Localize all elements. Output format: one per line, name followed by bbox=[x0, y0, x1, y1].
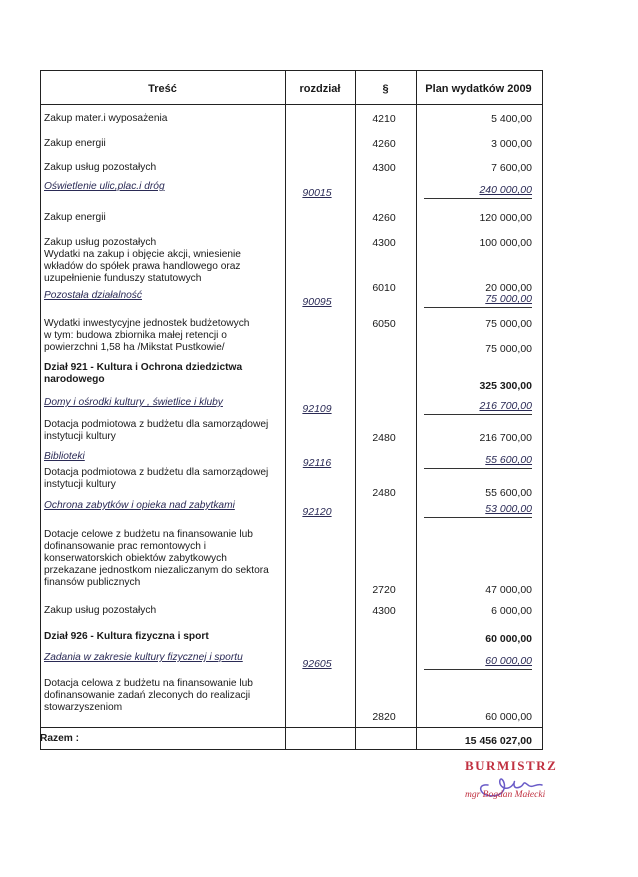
header-divider bbox=[40, 104, 542, 105]
row-description: Dotacje celowe z budżetu na finansowanie lub bbox=[44, 529, 253, 540]
row-paragraf: 2480 bbox=[372, 487, 396, 499]
row-description: Pozostała działalność bbox=[44, 290, 142, 301]
row-description: Zadania w zakresie kultury fizycznej i sportu bbox=[44, 652, 243, 663]
row-description: finansów publicznych bbox=[44, 577, 141, 588]
row-plan: 60 000,00 bbox=[485, 711, 532, 723]
row-plan: 216 700,00 bbox=[479, 400, 532, 412]
row-description: Oświetlenie ulic,plac.i dróg bbox=[44, 181, 165, 192]
stamp-name: mgr Bogdan Małecki bbox=[465, 790, 546, 800]
row-rozdzial: 92605 bbox=[302, 658, 332, 670]
row-paragraf: 2820 bbox=[372, 711, 396, 723]
row-description: wkładów do spółek prawa handlowego oraz bbox=[44, 261, 241, 272]
row-plan: 216 700,00 bbox=[479, 432, 532, 444]
row-description: uzupełnienie funduszy statutowych bbox=[44, 273, 202, 284]
stamp-title: BURMISTRZ bbox=[465, 758, 558, 773]
row-description: Zakup usług pozostałych bbox=[44, 237, 157, 248]
row-description: narodowego bbox=[44, 374, 105, 385]
row-description: Zakup energii bbox=[44, 212, 106, 223]
total-value: 15 456 027,00 bbox=[464, 735, 532, 747]
row-plan: 6 000,00 bbox=[491, 605, 532, 617]
row-description: instytucji kultury bbox=[44, 479, 116, 490]
row-plan: 47 000,00 bbox=[485, 584, 532, 596]
row-plan: 53 000,00 bbox=[485, 503, 532, 515]
row-description: Biblioteki bbox=[44, 451, 85, 462]
subtotal-underline bbox=[424, 517, 532, 518]
row-rozdzial: 90015 bbox=[302, 187, 332, 199]
row-plan: 60 000,00 bbox=[485, 655, 532, 667]
row-plan: 55 600,00 bbox=[485, 454, 532, 466]
subtotal-underline bbox=[424, 414, 532, 415]
row-plan: 7 600,00 bbox=[491, 162, 532, 174]
row-plan: 60 000,00 bbox=[485, 633, 532, 645]
row-description: Zakup energii bbox=[44, 138, 106, 149]
row-paragraf: 4210 bbox=[372, 113, 396, 125]
row-paragraf: 4260 bbox=[372, 138, 396, 150]
subtotal-underline bbox=[424, 669, 532, 670]
row-description: Dotacja podmiotowa z budżetu dla samorządowej bbox=[44, 419, 269, 430]
row-plan: 325 300,00 bbox=[479, 380, 532, 392]
row-description: instytucji kultury bbox=[44, 431, 116, 442]
row-plan: 3 000,00 bbox=[491, 138, 532, 150]
row-description: w tym: budowa zbiornika małej retencji o bbox=[44, 330, 227, 341]
row-paragraf: 6050 bbox=[372, 318, 396, 330]
row-description: Zakup usług pozostałych bbox=[44, 162, 157, 173]
row-plan: 5 400,00 bbox=[491, 113, 532, 125]
header-plan: Plan wydatków 2009 bbox=[425, 83, 532, 95]
row-description: konserwatorskich obiektów zabytkowych bbox=[44, 553, 227, 564]
subtotal-underline bbox=[424, 198, 532, 199]
row-description: Domy i ośrodki kultury , świetlice i kluby bbox=[44, 397, 223, 408]
row-plan: 120 000,00 bbox=[479, 212, 532, 224]
header-rozdzial: rozdział bbox=[299, 83, 341, 95]
row-description: Dział 921 - Kultura i Ochrona dziedzictwa bbox=[44, 362, 243, 373]
row-plan: 240 000,00 bbox=[479, 184, 532, 196]
row-description: Dotacja celowa z budżetu na finansowanie lub bbox=[44, 678, 253, 689]
row-description: Dotacja podmiotowa z budżetu dla samorządowej bbox=[44, 467, 269, 478]
row-description: dofinansowanie prac remontowych i bbox=[44, 541, 206, 552]
row-plan: 75 000,00 bbox=[485, 318, 532, 330]
row-description: Wydatki na zakup i objęcie akcji, wniesienie bbox=[44, 249, 241, 260]
row-description: Zakup mater.i wyposażenia bbox=[44, 113, 168, 124]
row-paragraf: 4300 bbox=[372, 605, 396, 617]
row-rozdzial: 90095 bbox=[302, 296, 332, 308]
header-paragraf: § bbox=[382, 83, 389, 95]
row-rozdzial: 92116 bbox=[302, 457, 332, 469]
row-rozdzial: 92109 bbox=[302, 403, 332, 415]
total-divider bbox=[40, 727, 542, 728]
row-description: Dział 926 - Kultura fizyczna i sport bbox=[44, 631, 209, 642]
row-paragraf: 2720 bbox=[372, 584, 396, 596]
row-description: przekazane jednostkom niezaliczanym do sektora bbox=[44, 565, 269, 576]
row-paragraf: 4260 bbox=[372, 212, 396, 224]
header-tresc: Treść bbox=[148, 83, 177, 95]
row-paragraf: 6010 bbox=[372, 282, 396, 294]
row-description: powierzchni 1,58 ha /Mikstat Pustkowie/ bbox=[44, 342, 225, 353]
row-plan: 55 600,00 bbox=[485, 487, 532, 499]
column-divider bbox=[416, 70, 417, 749]
row-plan: 20 000,00 bbox=[485, 282, 532, 294]
row-description: stowarzyszeniom bbox=[44, 702, 123, 713]
row-paragraf: 4300 bbox=[372, 162, 396, 174]
total-label: Razem : bbox=[40, 733, 80, 744]
row-plan-detail: 75 000,00 bbox=[485, 343, 532, 355]
row-plan: 75 000,00 bbox=[485, 293, 532, 305]
row-description: Wydatki inwestycyjne jednostek budżetowych bbox=[44, 318, 250, 329]
subtotal-underline bbox=[424, 307, 532, 308]
row-paragraf: 2480 bbox=[372, 432, 396, 444]
row-description: dofinansowanie zadań zleconych do realizacji bbox=[44, 690, 251, 701]
row-description: Ochrona zabytków i opieka nad zabytkami bbox=[44, 500, 235, 511]
row-rozdzial: 92120 bbox=[302, 506, 332, 518]
row-paragraf: 4300 bbox=[372, 237, 396, 249]
column-divider bbox=[285, 70, 286, 749]
subtotal-underline bbox=[424, 468, 532, 469]
row-description: Zakup usług pozostałych bbox=[44, 605, 157, 616]
row-plan: 100 000,00 bbox=[479, 237, 532, 249]
